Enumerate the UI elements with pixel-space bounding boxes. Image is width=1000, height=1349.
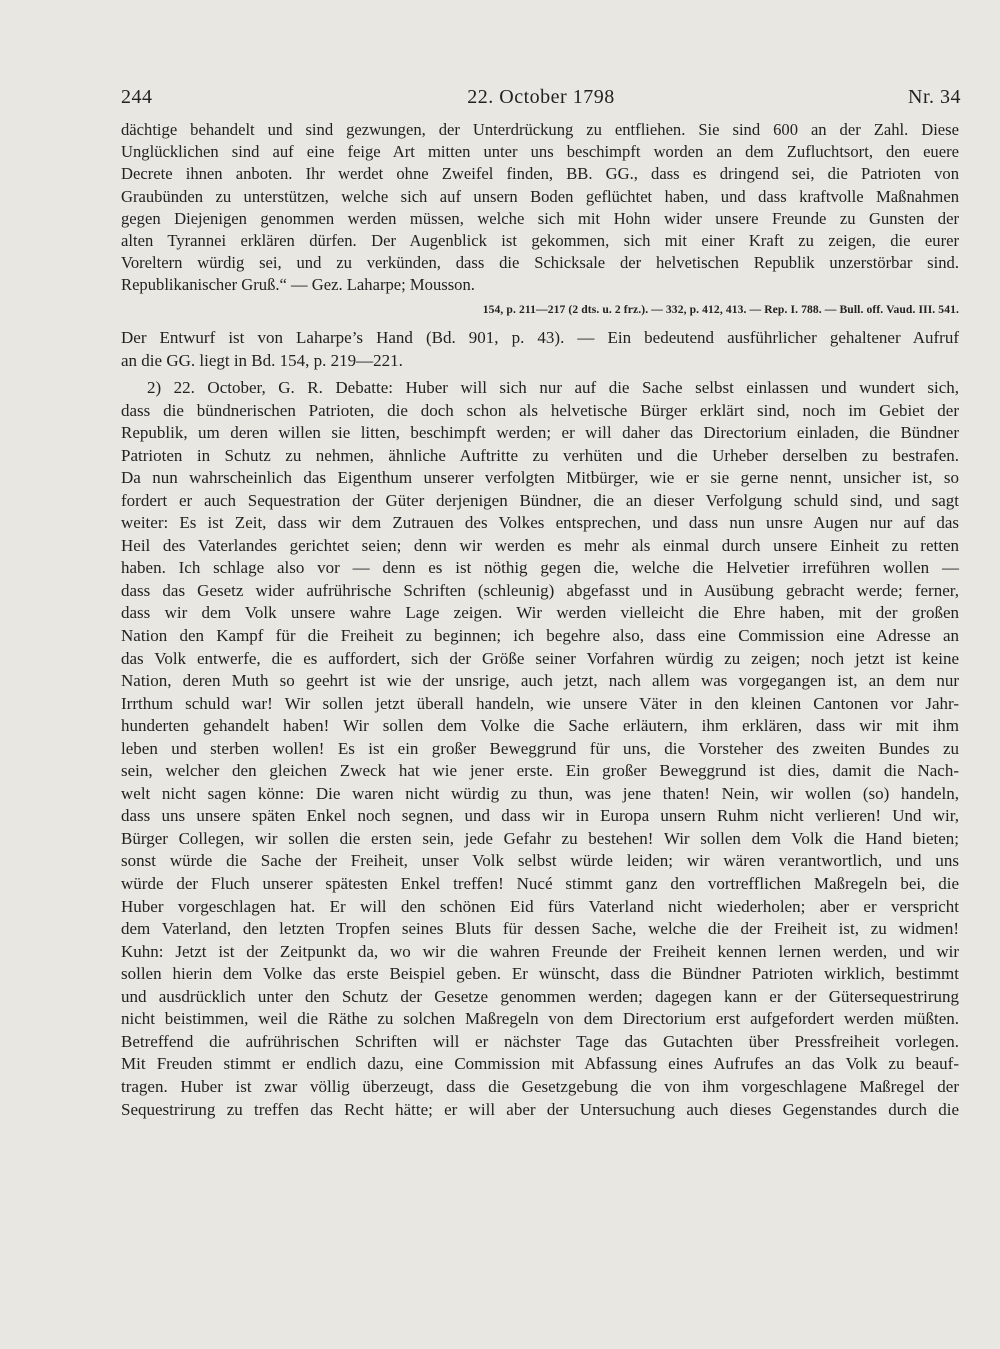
text-line: dass die bündnerischen Patrioten, die doch schon als helvetische Bürger erklärt sind, noch im Gebiet der xyxy=(121,400,959,420)
text-line: weiter: Es ist Zeit, dass wir dem Zutrauen des Volkes entsprechen, und dass nun unsre Augen nur auf das xyxy=(121,513,959,533)
text-line: nicht beistimmen, weil die Räthe zu solchen Maßregeln von dem Directorium erst aufgefordert werden müßten. xyxy=(121,1009,959,1029)
text-line: Heil des Vaterlandes gerichtet seien; denn wir werden es mehr als einmal durch unsere Einheit zu retten xyxy=(121,535,959,555)
text-line: an die GG. liegt in Bd. 154, p. 219—221. xyxy=(121,350,403,370)
text-line: fordert er auch Sequestration der Güter derjenigen Bündner, die an dieser Verfolgung schuld sind, und sagt xyxy=(121,490,959,510)
text-line: das Volk entwerfe, die es auffordert, sich der Größe seiner Vorfahren würdig zu zeigen; noch jetzt ist keine xyxy=(121,648,959,668)
text-line: 2) 22. October, G. R. Debatte: Huber will sich nur auf die Sache selbst einlassen und wundert sich, xyxy=(147,378,959,397)
text-line: Voreltern würdig sei, und zu verkünden, dass die Schicksale der helvetischen Republik unzerstörbar sind. xyxy=(121,253,959,273)
text-line: Decrete ihnen anboten. Ihr werdet ohne Zweifel finden, BB. GG., dass es dringend sei, die Patrioten von xyxy=(121,164,959,184)
text-line: Mit Freuden stimmt er endlich dazu, eine Commission mit Abfassung eines Aufrufes an das Volk zu beauf- xyxy=(121,1054,959,1074)
text-line: tragen. Huber ist zwar völlig überzeugt, dass die Gesetzgebung die von ihm vorgeschlagene Maßregel der xyxy=(121,1076,959,1096)
text-line: Unglücklichen sind auf eine feige Art mitten unter uns beschimpft worden an dem Zufluchtsort, den euere xyxy=(121,142,959,162)
text-line: dem Vaterland, den letzten Tropfen seines Bluts für dessen Sache, welche die der Freiheit ist, zu widmen! xyxy=(121,919,959,939)
text-line: und ausdrücklich unter den Schutz der Gesetze genommen werden; dagegen kann er der Gütersequestrirung xyxy=(121,986,959,1006)
text-line: dass uns unsere späten Enkel noch segnen, und dass wir in Europa unsern Ruhm nicht verlieren! Und wir, xyxy=(121,806,959,826)
text-line: haben. Ich schlage also vor — denn es ist nöthig gegen die, welche die Helvetier irreführen wollen — xyxy=(121,558,959,578)
text-line: sollen hierin dem Volke das erste Beispiel geben. Er wünscht, dass die Bündner Patrioten wirklich, bestimmt xyxy=(121,964,959,984)
text-line: Huber vorgeschlagen hat. Er will den schönen Eid fürs Vaterland nicht wiederholen; aber er verspricht xyxy=(121,896,959,916)
text-line: dass wir dem Volk unsere wahre Lage zeigen. Wir werden vielleicht die Ehre haben, mit der großen xyxy=(121,603,959,623)
text-line: gegen Diejenigen genommen werden müssen, welche sich mit Hohn wider unsere Freunde zu Gunsten der xyxy=(121,208,959,228)
debate-paragraph xyxy=(121,377,959,1121)
header-date: 22. October 1798 xyxy=(467,86,615,108)
text-line: sonst würde die Sache der Freiheit, unser Volk selbst würde leiden; wir wären verantwortlich, und uns xyxy=(121,851,959,871)
page-number: 244 xyxy=(121,86,153,108)
text-line: alten Tyrannei erklären dürfen. Der Augenblick ist gekommen, sich mit einer Kraft zu zeigen, die eurer xyxy=(121,231,959,251)
text-line: Kuhn: Jetzt ist der Zeitpunkt da, wo wir die wahren Freunde der Freiheit kennen lernen werden, und wir xyxy=(121,941,959,961)
text-line: dass das Gesetz wider aufrührische Schriften (schleunig) abgefasst und in Ausübung gebracht werde; ferner, xyxy=(121,580,959,600)
source-citation: 154, p. 211—217 (2 dts. u. 2 frz.). — 332, p. 412, 413. — Rep. I. 788. — Bull. off. Vaud. III. 541. xyxy=(482,303,959,316)
page-header xyxy=(121,86,961,112)
text-line: dächtige behandelt und sind gezwungen, der Unterdrückung zu entfliehen. Sie sind 600 an der Zahl. Diese xyxy=(121,120,959,139)
text-line: Irrthum schuld war! Wir sollen jetzt überall handeln, wie unsere Väter in den kleinen Cantonen vor Jahr- xyxy=(121,693,959,713)
text-line: Der Entwurf ist von Laharpe’s Hand (Bd. 901, p. 43). — Ein bedeutend ausführlicher gehaltener Aufruf xyxy=(121,328,959,347)
text-line: Bürger Collegen, wir sollen die ersten sein, jede Gefahr zu bestehen! Wir sollen dem Volk die Hand bieten; xyxy=(121,828,959,848)
text-line: würde der Fluch unserer spätesten Enkel treffen! Nucé stimmt ganz den vortrefflichen Maßregeln bei, die xyxy=(121,874,959,894)
text-line: sein, welcher den gleichen Zweck hat wie jener erste. Ein großer Beweggrund ist dies, damit die Nach- xyxy=(121,761,959,781)
text-line: Nation, deren Muth so geehrt ist wie der unsrige, auch jetzt, nach allem was vorgegangen ist, an dem nur xyxy=(121,671,959,691)
text-line: hunderten gehandelt haben! Wir sollen dem Volke die Sache erläutern, ihm erklären, dass wir mit ihm xyxy=(121,716,959,736)
text-line: Da nun wahrscheinlich das Eigenthum unserer verfolgten Mitbürger, wie er sie gerne nennt, unsicher ist, so xyxy=(121,468,959,488)
draft-note xyxy=(121,327,959,372)
text-line: Betreffend die aufrührischen Schriften will er nächster Tage das Gutachten über Pressfreiheit vorlegen. xyxy=(121,1031,959,1051)
text-line: welt nicht sagen könne: Die waren nicht würdig zu thun, was jene thaten! Nein, wir wollen (so) handeln, xyxy=(121,783,959,803)
proclamation-text xyxy=(121,119,959,297)
text-line: Republikanischer Gruß.“ — Gez. Laharpe; Mousson. xyxy=(121,275,475,295)
text-line: Republik, um deren willen sie litten, beschimpft werden; er will daher das Directorium einladen, die Bündner xyxy=(121,423,959,443)
text-line: Nation den Kampf für die Freiheit zu beginnen; ich begehre also, dass eine Commission eine Adresse an xyxy=(121,626,959,646)
text-line: leben und sterben wollen! Es ist ein großer Beweggrund für uns, die Vorsteher des zweiten Bundes zu xyxy=(121,738,959,758)
text-line: Graubünden zu unterstützen, welche sich auf unsern Boden geflüchtet haben, und dass kraftvolle Maßnahmen xyxy=(121,186,959,206)
document-number: Nr. 34 xyxy=(908,86,961,108)
text-line: Patrioten in Schutz zu nehmen, ähnliche Auftritte zu verhüten und die Urheber derselben zu bestrafen. xyxy=(121,445,959,465)
text-line: Sequestrirung zu treffen das Recht hätte; er will aber der Untersuchung auch dieses Gegenstandes durch die xyxy=(121,1099,959,1119)
